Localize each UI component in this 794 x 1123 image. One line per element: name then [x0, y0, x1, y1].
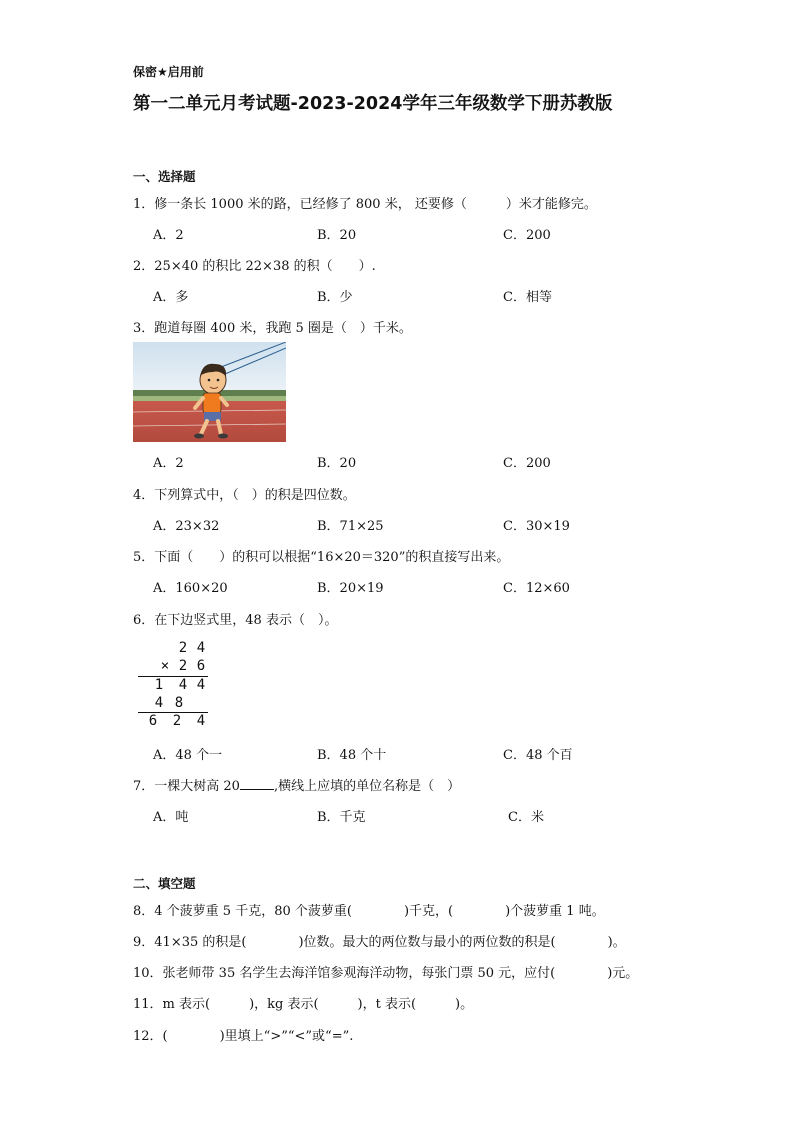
q7-blank[interactable] — [240, 777, 274, 790]
question-1: 1．修一条长 1000 米的路，已经修了 800 米， 还要修（ ）米才能修完。 — [133, 197, 597, 212]
q6-option-a[interactable]: A．48 个一 — [153, 748, 223, 763]
q2-option-a[interactable]: A．多 — [153, 290, 189, 305]
q7-option-c[interactable]: C．米 — [508, 810, 544, 825]
q7-option-b[interactable]: B．千克 — [317, 810, 366, 825]
page-title: 第一二单元月考试题-2023-2024学年三年级数学下册苏教版 — [133, 94, 613, 114]
q2-option-c[interactable]: C．相等 — [503, 290, 552, 305]
vertical-row-4: 4 8 — [154, 695, 184, 711]
question-11: 11．m 表示( )，kg 表示( )，t 表示( )。 — [133, 997, 474, 1012]
q5-option-c[interactable]: C．12×60 — [503, 581, 570, 596]
section-choice: 一、选择题 — [133, 169, 196, 184]
vertical-row-5: 6 2 4 — [148, 713, 206, 729]
q5-option-b[interactable]: B．20×19 — [317, 581, 384, 596]
question-6: 6．在下边竖式里，48 表示（ ）。 — [133, 613, 338, 628]
q7-option-a[interactable]: A．吨 — [153, 810, 189, 825]
q3-option-a[interactable]: A．2 — [153, 456, 184, 471]
q7-text-before: 7．一棵大树高 20 — [133, 779, 240, 794]
question-2: 2．25×40 的积比 22×38 的积（ ）. — [133, 259, 376, 274]
question-5: 5．下面（ ）的积可以根据“16×20＝320”的积直接写出来。 — [133, 550, 510, 565]
q2-option-b[interactable]: B．少 — [317, 290, 353, 305]
q4-option-a[interactable]: A．23×32 — [153, 519, 220, 534]
question-12: 12．( )里填上“>”“<”或“=”. — [133, 1029, 354, 1044]
vertical-row-2: × 2 6 — [160, 658, 206, 674]
q5-option-a[interactable]: A．160×20 — [153, 581, 228, 596]
q3-option-c[interactable]: C．200 — [503, 456, 551, 471]
q4-option-b[interactable]: B．71×25 — [317, 519, 384, 534]
vertical-multiplication — [138, 640, 210, 730]
vertical-row-1: 2 4 — [178, 640, 206, 656]
question-8: 8．4 个菠萝重 5 千克，80 个菠萝重( )千克，( )个菠萝重 1 吨。 — [133, 904, 605, 919]
q6-option-b[interactable]: B．48 个十 — [317, 748, 387, 763]
q1-option-c[interactable]: C．200 — [503, 228, 551, 243]
question-10: 10．张老师带 35 名学生去海洋馆参观海洋动物，每张门票 50 元，应付( )元。 — [133, 966, 639, 981]
question-3: 3．跑道每圈 400 米，我跑 5 圈是（ ）千米。 — [133, 321, 412, 336]
runner-illustration — [133, 342, 286, 442]
section-fill-blank: 二、填空题 — [133, 876, 196, 891]
q1-option-b[interactable]: B．20 — [317, 228, 357, 243]
secret-label: 保密★启用前 — [133, 65, 204, 79]
question-9: 9．41×35 的积是( )位数。最大的两位数与最小的两位数的积是( )。 — [133, 935, 626, 950]
vertical-row-3: 1 4 4 — [154, 677, 206, 693]
question-4: 4．下列算式中，（ ）的积是四位数。 — [133, 488, 356, 503]
q6-option-c[interactable]: C．48 个百 — [503, 748, 573, 763]
q7-text-after: ,横线上应填的单位名称是（ ） — [273, 779, 461, 794]
question-7 — [133, 775, 460, 794]
q1-option-a[interactable]: A．2 — [153, 228, 184, 243]
q3-option-b[interactable]: B．20 — [317, 456, 357, 471]
q4-option-c[interactable]: C．30×19 — [503, 519, 570, 534]
